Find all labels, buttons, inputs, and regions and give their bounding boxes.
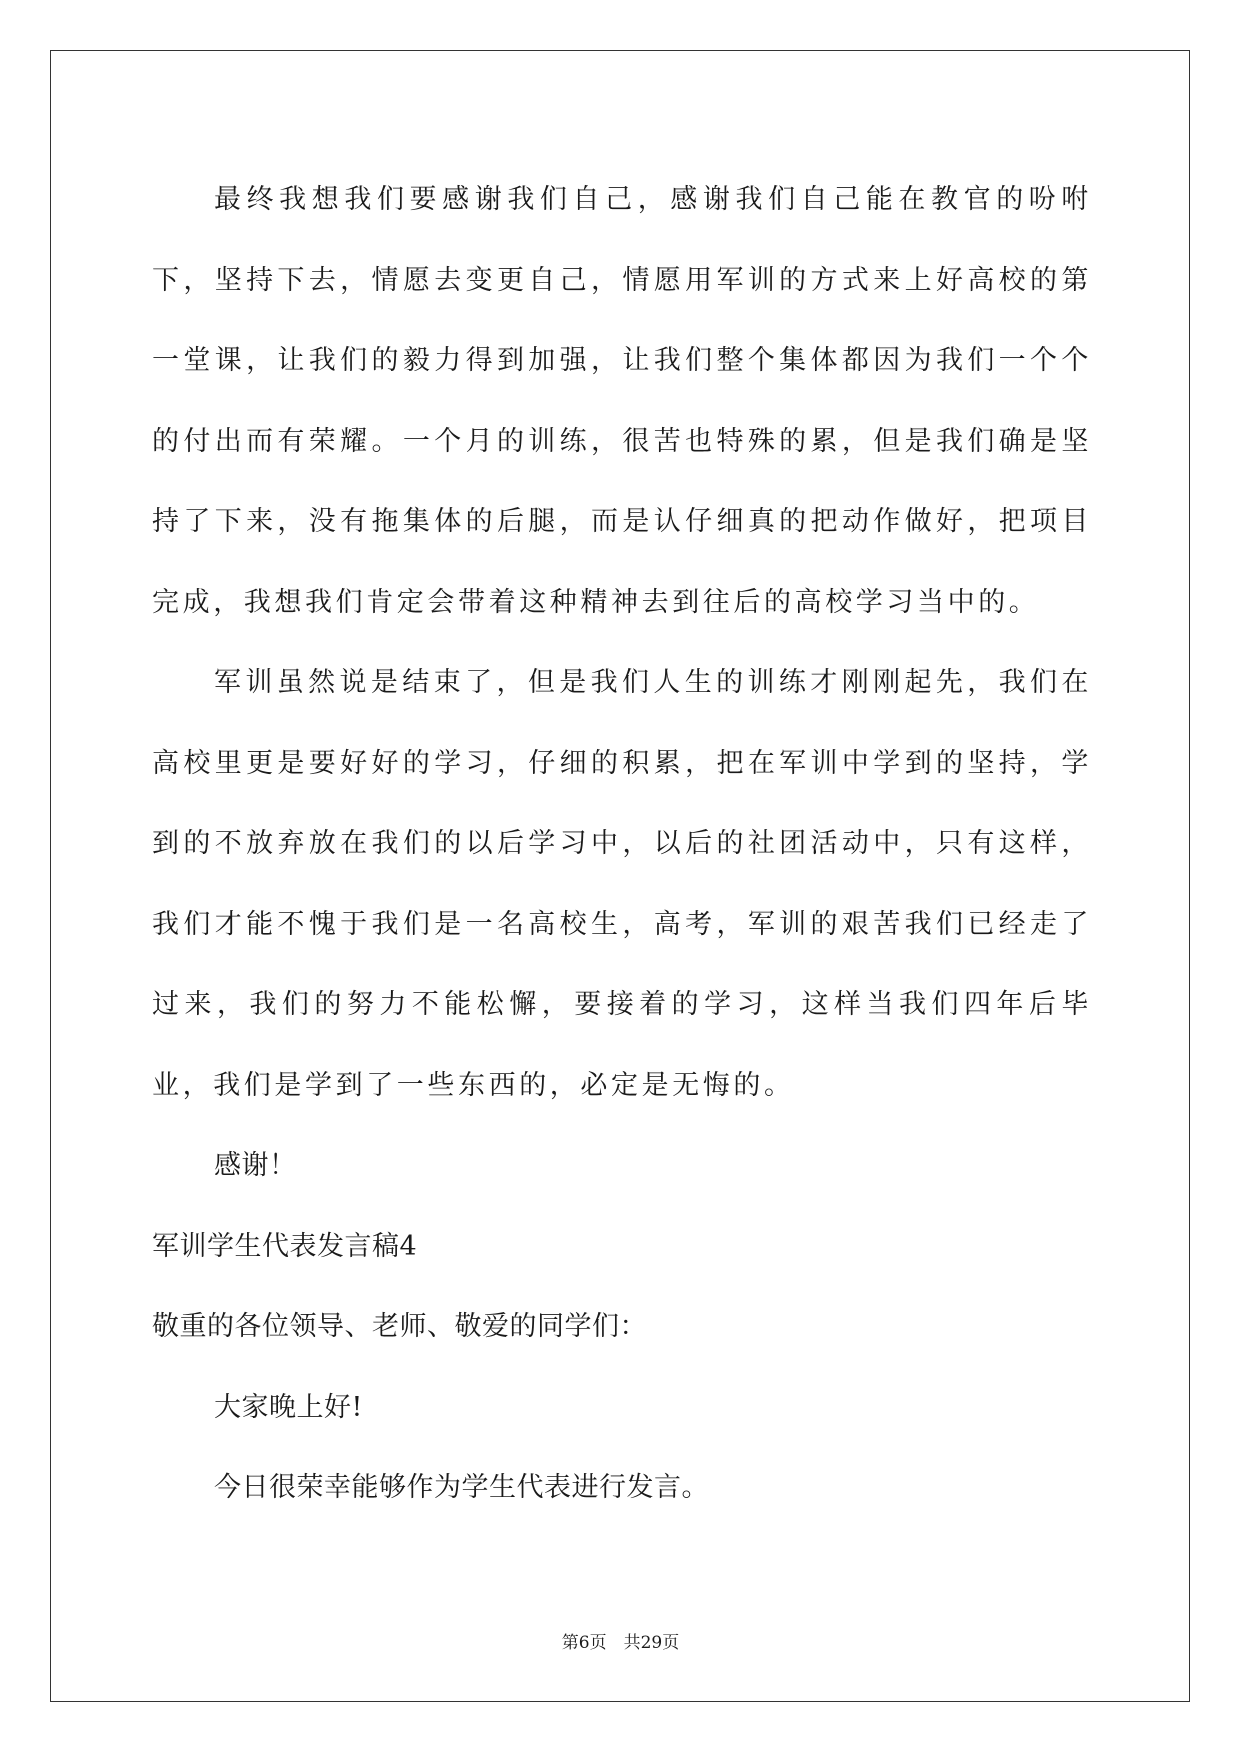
page-number-footer: 第6页 共29页: [561, 1633, 680, 1653]
document-body: [152, 160, 1092, 1529]
salutation-line: 敬重的各位领导、老师、敬爱的同学们：: [152, 1311, 647, 1342]
paragraph-1: 最终我想我们要感谢我们自己，感谢我们自己能在教官的吩咐下，坚持下去，情愿去变更自己，情愿用军训的方式来上好高校的第一堂课，让我们的毅力得到加强，让我们整个集体都因为我们一个个的付出而有荣耀。一个月的训练，很苦也特殊的累，但是我们确是坚持了下来，没有拖集体的后腿，而是认仔细真的把动作做好，把项目完成，我想我们肯定会带着这种精神去到往后的高校学习当中的。: [152, 184, 1092, 618]
paragraph-2: 军训虽然说是结束了，但是我们人生的训练才刚刚起先，我们在高校里更是要好好的学习，仔细的积累，把在军训中学到的坚持，学到的不放弃放在我们的以后学习中，以后的社团活动中，只有这样，我们才能不愧于我们是一名高校生，高考，军训的艰苦我们已经走了过来，我们的努力不能松懈，要接着的学习，这样当我们四年后毕业，我们是学到了一些东西的，必定是无悔的。: [152, 667, 1092, 1101]
section-title: 军训学生代表发言稿4: [152, 1230, 418, 1262]
greeting-line: 大家晚上好!: [214, 1391, 363, 1423]
intro-line: 今日很荣幸能够作为学生代表进行发言。: [214, 1472, 709, 1503]
thanks-line: 感谢！: [214, 1150, 297, 1181]
